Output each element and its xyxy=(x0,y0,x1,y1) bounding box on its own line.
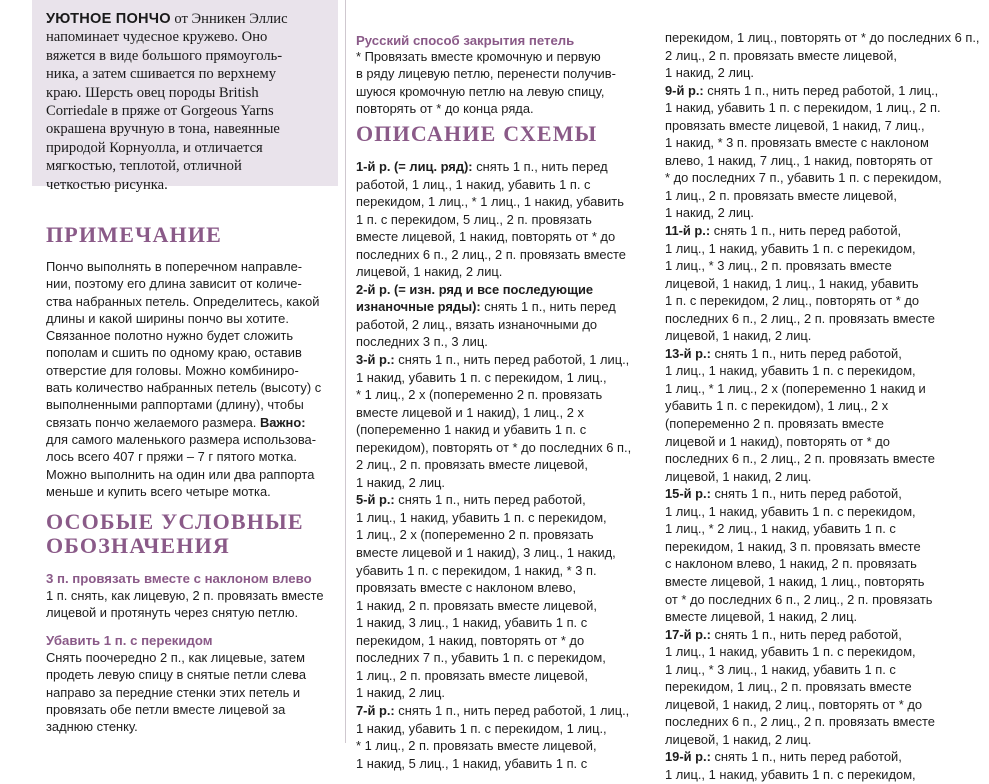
note-line: выполненными раппортами (длину), чтобы xyxy=(46,397,304,413)
scheme-text-col3 xyxy=(665,29,980,784)
note-line: нии, поэтому его длина зависит от количе- xyxy=(46,276,302,292)
intro-line: краю. Шерсть овец породы British xyxy=(46,84,259,101)
row-text: снять 1 п., нить перед xyxy=(472,159,608,174)
row-text: 1 п. с перекидом, 5 лиц., 2 п. провязать xyxy=(356,211,592,227)
scheme-line xyxy=(665,345,980,363)
scheme-line xyxy=(356,544,631,562)
row-text: работой, 2 лиц., вязать изнаночными до xyxy=(356,316,598,332)
row-text: 1 накид, 5 лиц., 1 накид, убавить 1 п. с xyxy=(356,755,588,771)
row-text: перекидом, 1 лиц., * 1 лиц., 1 накид, убавить xyxy=(356,194,624,210)
row-text: 1 лиц., * 3 лиц., 1 накид, убавить 1 п. с xyxy=(665,661,896,677)
intro-text xyxy=(46,10,330,194)
symbols-heading-line: ОСОБЫЕ УСЛОВНЫЕ xyxy=(46,509,304,534)
row-text: перекидом), повторять от * до последних 6 п., xyxy=(356,439,632,455)
row-text: перекидом, 1 лиц., 2 п. провязать вместе xyxy=(665,679,912,695)
scheme-line xyxy=(356,404,631,422)
row-text: последних 6 п., 2 лиц., 2 п. провязать вместе xyxy=(356,246,626,262)
scheme-line xyxy=(665,415,980,433)
scheme-line xyxy=(665,433,980,451)
row-text: провязать вместе с наклоном влево, xyxy=(356,580,577,596)
row-text: от * до последних 6 п., 2 лиц., 2 п. провязать xyxy=(665,591,933,607)
row-text: лицевой, 1 накид, 2 лиц. xyxy=(356,264,503,280)
symbol-item-line: лицевой и протянуть через снятую петлю. xyxy=(46,605,299,621)
row-text: перекидом, 1 накид, повторять от * до xyxy=(356,632,585,648)
scheme-line xyxy=(356,614,631,632)
row-text: 1 накид, убавить 1 п. с перекидом, 1 лиц., xyxy=(356,720,607,736)
scheme-line xyxy=(356,316,631,334)
row-label: 11-й р.: xyxy=(665,223,711,239)
important-label: Важно: xyxy=(259,414,306,430)
row-text: последних 6 п., 2 лиц., 2 п. провязать вместе xyxy=(665,310,935,326)
scheme-line xyxy=(665,380,980,398)
row-text: снять 1 п., нить перед работой, 1 лиц., xyxy=(394,352,630,368)
note-heading: ПРИМЕЧАНИЕ xyxy=(46,222,223,247)
scheme-line xyxy=(356,211,631,229)
row-text: 1 накид, 2 лиц. xyxy=(665,65,755,81)
russian-bind-off-line: повторять от * до конца ряда. xyxy=(356,100,534,116)
intro-line: природой Корнуолла, и отличается xyxy=(46,139,263,156)
scheme-line xyxy=(665,766,980,784)
row-text: 2 лиц., 2 п. провязать вместе лицевой, xyxy=(665,47,897,63)
scheme-line xyxy=(356,246,631,264)
scheme-line xyxy=(665,503,980,521)
row-text: вместе лицевой, 1 накид, 2 лиц. xyxy=(665,609,858,625)
row-text: 1 накид, 2 лиц. xyxy=(356,474,446,490)
row-text: 1 накид, убавить 1 п. с перекидом, 1 лиц., 2 п. xyxy=(665,100,941,116)
row-text: провязать вместе лицевой, 1 накид, 7 лиц., xyxy=(665,117,925,133)
row-text: лицевой, 1 накид, 2 лиц. xyxy=(665,731,812,747)
note-line: Можно выполнить на один или два раппорта xyxy=(46,466,315,482)
left-column xyxy=(32,0,338,743)
row-text: 1 лиц., 1 накид, убавить 1 п. с перекидом, xyxy=(665,766,916,782)
row-label: 17-й р.: xyxy=(665,626,711,642)
row-label: 13-й р.: xyxy=(665,345,711,361)
scheme-line xyxy=(356,193,631,211)
scheme-line xyxy=(665,152,980,170)
scheme-line xyxy=(356,176,631,194)
scheme-line xyxy=(665,204,980,222)
note-line: Пончо выполнять в поперечном направле- xyxy=(46,259,303,274)
scheme-line xyxy=(356,333,631,351)
symbol-item-heading: 3 п. провязать вместе с наклоном влево xyxy=(46,571,312,586)
row-text: 1 лиц., 2 п. провязать вместе лицевой, xyxy=(665,187,897,203)
row-text: снять 1 п., нить перед работой, xyxy=(710,749,902,765)
scheme-line xyxy=(665,731,980,749)
symbol-item-line: заднюю стенку. xyxy=(46,719,138,735)
scheme-line xyxy=(356,737,631,755)
scheme-line xyxy=(665,573,980,591)
row-text: вместе лицевой и 1 накид), 1 лиц., 2 х xyxy=(356,404,584,420)
scheme-line xyxy=(665,678,980,696)
note-body xyxy=(46,258,346,500)
row-text: 1 лиц., 1 накид, убавить 1 п. с перекидом, xyxy=(665,240,916,256)
scheme-line xyxy=(665,117,980,135)
row-text: 1 лиц., 1 накид, убавить 1 п. с перекидом, xyxy=(665,363,916,379)
scheme-line xyxy=(356,263,631,281)
row-text: работой, 1 лиц., 1 накид, убавить 1 п. с xyxy=(356,176,591,192)
row-text: последних 7 п., убавить 1 п. с перекидом, xyxy=(356,650,606,666)
row-text: убавить 1 п. с перекидом, 1 накид, * 3 п. xyxy=(356,562,597,578)
scheme-line xyxy=(665,240,980,258)
row-text: 1 накид, 2 п. провязать вместе лицевой, xyxy=(356,597,597,613)
row-text: снять 1 п., нить перед работой, xyxy=(710,223,902,239)
symbol-item-line: продеть левую спицу в снятые петли слева xyxy=(46,667,307,683)
intro-line: Corriedale в пряже от Gorgeous Yarns xyxy=(46,103,274,120)
scheme-line xyxy=(356,158,631,176)
scheme-line xyxy=(356,632,631,650)
row-text: * 1 лиц., 2 п. провязать вместе лицевой, xyxy=(356,738,597,754)
scheme-line xyxy=(665,661,980,679)
scheme-line xyxy=(356,439,631,457)
scheme-line xyxy=(356,755,631,773)
row-text: * 1 лиц., 2 х (попеременно 2 п. провязать xyxy=(356,387,603,403)
row-text: последних 6 п., 2 лиц., 2 п. провязать вместе xyxy=(665,451,935,467)
scheme-line xyxy=(665,222,980,240)
symbol-item xyxy=(46,570,346,622)
middle-column xyxy=(355,0,653,771)
note-line: Связанное полотно нужно будет сложить xyxy=(46,328,294,344)
intro-line: окрашена вручную в тона, навеянные xyxy=(46,121,280,138)
scheme-line xyxy=(665,310,980,328)
note-line: меньше и купить всего четыре мотка. xyxy=(46,483,271,499)
scheme-line xyxy=(356,702,631,720)
row-text: снять 1 п., нить перед работой, 1 лиц., xyxy=(703,82,939,98)
scheme-line xyxy=(665,29,980,47)
note-line: связать пончо желаемого размера. Важно: xyxy=(46,414,306,430)
row-text: 1 накид, 2 лиц. xyxy=(665,205,755,221)
note-line: длины и какой ширины пончо вы хотите. xyxy=(46,310,289,326)
scheme-line xyxy=(665,257,980,275)
row-text: вместе лицевой, 1 накид, 1 лиц., повторять xyxy=(665,573,925,589)
scheme-line xyxy=(356,456,631,474)
symbol-item-line: провязать обе петли вместе лицевой за xyxy=(46,701,286,717)
scheme-line xyxy=(665,555,980,573)
row-label: 9-й р.: xyxy=(665,82,704,98)
russian-bind-off-line: шуюся кромочную петлю на левую спицу, xyxy=(356,83,605,99)
row-text: вместе лицевой, 1 накид, повторять от * до xyxy=(356,229,616,245)
row-text: 1 лиц., 1 накид, убавить 1 п. с перекидом, xyxy=(665,503,916,519)
row-text: 1 накид, 3 лиц., 1 накид, убавить 1 п. с xyxy=(356,615,588,631)
scheme-line xyxy=(356,474,631,492)
row-text: лицевой, 1 накид, 2 лиц. xyxy=(665,328,812,344)
scheme-line xyxy=(665,643,980,661)
row-text: 1 п. с перекидом, 2 лиц., повторять от * до xyxy=(665,293,920,309)
intro-line: вяжется в виде большого прямоуголь- xyxy=(46,47,283,64)
note-line: ства набранных петель. Определитесь, какой xyxy=(46,293,320,309)
symbol-item xyxy=(46,632,346,735)
intro-line: от Энникен Эллис xyxy=(170,11,288,27)
symbols-heading xyxy=(46,510,346,558)
row-text: 1 накид, убавить 1 п. с перекидом, 1 лиц., xyxy=(356,369,607,385)
row-label: 2-й р. (= изн. ряд и все последующие xyxy=(356,281,594,297)
russian-bind-off-body xyxy=(356,48,656,117)
scheme-line xyxy=(356,509,631,527)
scheme-line xyxy=(356,386,631,404)
row-text: лицевой и 1 накид), повторять от * до xyxy=(665,433,890,449)
row-text: 1 накид, * 3 п. провязать вместе с наклоном xyxy=(665,135,929,151)
scheme-line xyxy=(665,608,980,626)
scheme-line xyxy=(665,538,980,556)
row-text: 1 лиц., 2 х (попеременно 2 п. провязать xyxy=(356,527,594,543)
scheme-line xyxy=(356,351,631,369)
scheme-line xyxy=(665,134,980,152)
row-text: 1 лиц., 1 накид, убавить 1 п. с перекидом, xyxy=(665,644,916,660)
symbol-item-line: Снять поочередно 2 п., как лицевые, затем xyxy=(46,650,305,665)
scheme-line xyxy=(665,748,980,766)
symbol-item-heading: Убавить 1 п. с перекидом xyxy=(46,633,213,648)
row-text: вместе лицевой и 1 накид), 3 лиц., 1 накид, xyxy=(356,545,616,561)
note-line: отверстие для головы. Можно комбиниро- xyxy=(46,362,299,378)
scheme-line xyxy=(665,187,980,205)
scheme-line xyxy=(356,526,631,544)
scheme-line xyxy=(356,562,631,580)
russian-bind-off-line: в ряду лицевую петлю, перенести получив- xyxy=(356,66,616,82)
row-text: лицевой, 1 накид, 1 лиц., 1 накид, убавить xyxy=(665,275,919,291)
scheme-line xyxy=(356,720,631,738)
scheme-line xyxy=(356,369,631,387)
scheme-line xyxy=(665,362,980,380)
scheme-line xyxy=(665,696,980,714)
scheme-line xyxy=(356,579,631,597)
scheme-line xyxy=(356,281,631,299)
row-label: 19-й р.: xyxy=(665,749,711,765)
scheme-line xyxy=(665,169,980,187)
row-text: последних 3 п., 3 лиц. xyxy=(356,334,488,350)
row-text: 1 накид, 2 лиц. xyxy=(356,685,446,701)
symbol-item-line: направо за передние стенки этих петель и xyxy=(46,684,301,700)
note-line: пополам и сшить по одному краю, оставив xyxy=(46,345,302,361)
scheme-line xyxy=(665,626,980,644)
intro-line: напоминает чудесное кружево. Оно xyxy=(46,29,268,46)
row-label: 5-й р.: xyxy=(356,492,395,508)
scheme-line xyxy=(356,491,631,509)
scheme-heading: ОПИСАНИЕ СХЕМЫ xyxy=(356,121,598,146)
scheme-line xyxy=(665,485,980,503)
scheme-line xyxy=(356,298,631,316)
row-text: снять 1 п., нить перед работой, 1 лиц., xyxy=(394,702,630,718)
row-text: лицевой, 1 накид, 2 лиц., повторять от * до xyxy=(665,696,923,712)
row-text: (попеременно 2 п. провязать вместе xyxy=(665,416,884,432)
scheme-line xyxy=(665,292,980,310)
row-label: 7-й р.: xyxy=(356,702,395,718)
symbol-item-line: 1 п. снять, как лицевую, 2 п. провязать вместе xyxy=(46,588,324,603)
row-text: * до последних 7 п., убавить 1 п. с перекидом, xyxy=(665,170,942,186)
row-text: убавить 1 п. с перекидом), 1 лиц., 2 х xyxy=(665,398,889,414)
scheme-line xyxy=(356,597,631,615)
row-text: 1 лиц., * 3 лиц., 2 п. провязать вместе xyxy=(665,258,892,274)
row-text: снять 1 п., нить перед работой, xyxy=(394,492,586,508)
scheme-line xyxy=(356,667,631,685)
scheme-line xyxy=(356,228,631,246)
row-text: снять 1 п., нить перед работой, xyxy=(710,345,902,361)
row-text: перекидом, 1 накид, 3 п. провязать вместе xyxy=(665,538,921,554)
russian-bind-off-line: * Провязать вместе кромочную и первую xyxy=(356,49,601,64)
row-label: 15-й р.: xyxy=(665,486,711,502)
row-text: лицевой, 1 накид, 2 лиц. xyxy=(665,468,812,484)
scheme-line xyxy=(665,99,980,117)
russian-bind-off-heading: Русский способ закрытия петель xyxy=(356,33,575,48)
row-text: перекидом, 1 лиц., повторять от * до последних 6 п., xyxy=(665,30,980,45)
intro-line: мягкостью, теплотой, отличной xyxy=(46,158,242,175)
row-text: 1 лиц., 1 накид, убавить 1 п. с перекидом, xyxy=(356,509,607,525)
intro-title: УЮТНОЕ ПОНЧО xyxy=(46,11,171,27)
row-text: 1 лиц., 2 п. провязать вместе лицевой, xyxy=(356,667,588,683)
scheme-line xyxy=(356,684,631,702)
symbols-heading-line: ОБОЗНАЧЕНИЯ xyxy=(46,533,231,558)
scheme-line xyxy=(356,649,631,667)
scheme-line xyxy=(665,327,980,345)
scheme-text-col2 xyxy=(356,158,631,772)
row-text: 2 лиц., 2 п. провязать вместе лицевой, xyxy=(356,457,588,473)
scheme-line xyxy=(665,47,980,65)
row-text: снять 1 п., нить перед работой, xyxy=(710,626,902,642)
scheme-line xyxy=(665,468,980,486)
row-text: 1 лиц., * 2 лиц., 1 накид, убавить 1 п. с xyxy=(665,521,896,537)
scheme-line xyxy=(665,713,980,731)
row-text: снять 1 п., нить перед xyxy=(480,299,616,315)
scheme-line xyxy=(356,421,631,439)
scheme-line xyxy=(665,275,980,293)
row-text: влево, 1 накид, 7 лиц., 1 накид, повторять от xyxy=(665,152,933,168)
scheme-line xyxy=(665,397,980,415)
row-label: изнаночные ряды): xyxy=(356,299,481,315)
intro-line: четкостью рисунка. xyxy=(46,176,168,193)
row-text: 1 лиц., * 1 лиц., 2 х (попеременно 1 накид и xyxy=(665,380,926,396)
scheme-line xyxy=(665,64,980,82)
note-line: лось всего 407 г пряжи – 7 г пятого мотка. xyxy=(46,449,297,465)
row-text: (попеременно 1 накид и убавить 1 п. с xyxy=(356,422,587,438)
row-label: 1-й р. (= лиц. ряд): xyxy=(356,159,473,174)
note-line: вать количество набранных петель (высоту) с xyxy=(46,380,322,396)
scheme-line xyxy=(665,82,980,100)
scheme-line xyxy=(665,591,980,609)
intro-box xyxy=(32,0,338,193)
row-label: 3-й р.: xyxy=(356,352,395,368)
row-text: с наклоном влево, 1 накид, 2 п. провязать xyxy=(665,556,917,572)
row-text: последних 6 п., 2 лиц., 2 п. провязать вместе xyxy=(665,714,935,730)
intro-line: ника, а затем сшивается по верхнему xyxy=(46,66,277,83)
scheme-line xyxy=(665,520,980,538)
scheme-line xyxy=(665,450,980,468)
note-line: для самого маленького размера использова- xyxy=(46,431,317,447)
right-column xyxy=(664,0,986,782)
row-text: снять 1 п., нить перед работой, xyxy=(710,486,902,502)
